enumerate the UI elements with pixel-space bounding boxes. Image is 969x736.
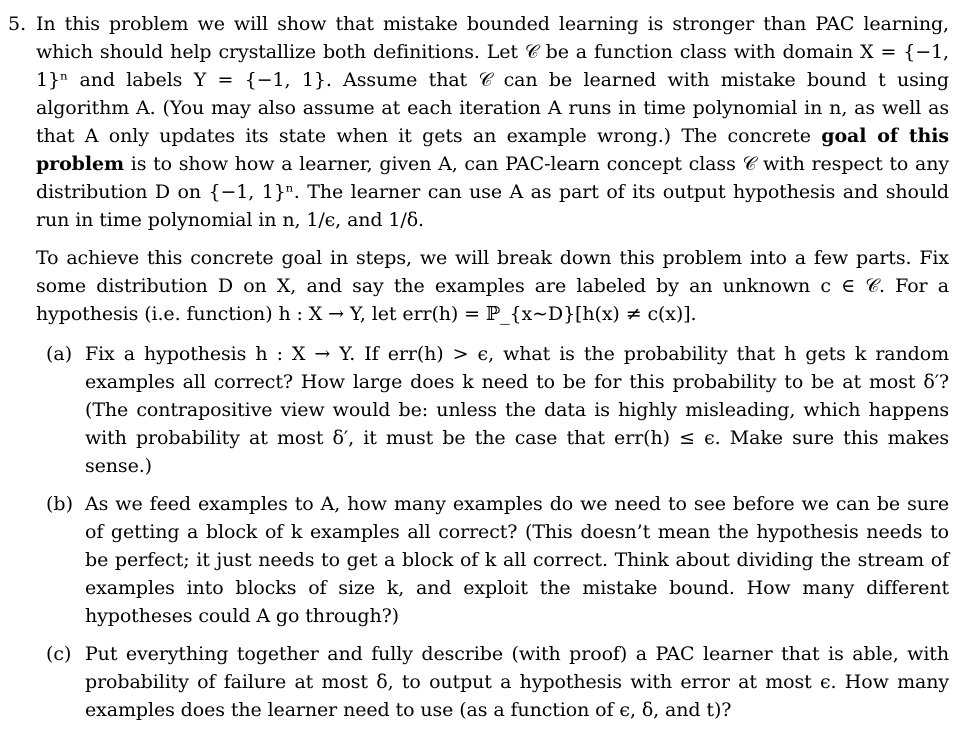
part-c: [36, 640, 949, 724]
problem-5: [0, 10, 949, 724]
part-a: [36, 340, 949, 480]
intro-text-b: is to show how a learner, given A, can PAC-learn concept class 𝒞 with respect to any distribution D on {−1, 1}ⁿ. The learner can use A as part of its output hypothesis and should run in time polynomial in n, 1/ϵ, and 1/δ.: [36, 153, 949, 231]
intro-text-a: In this problem we will show that mistake bounded learning is stronger than PAC learning, which should help crystallize both definitions. Let 𝒞 be a function class with domain X = {−1, 1}ⁿ and labels Y = {−1, 1}. Assume that 𝒞 can be learned with mistake bound t using algorithm A. (You may also assume at each iteration A runs in time polynomial in n, as well as that A only updates its state when it gets an example wrong.) The concrete: [36, 13, 949, 147]
part-a-label: (a): [46, 343, 73, 365]
part-b: [36, 490, 949, 630]
part-c-text: Put everything together and fully describe (with proof) a PAC learner that is able, with probability of failure at most δ, to output a hypothesis with error at most ϵ. How many examples does the learner need to use (as a function of ϵ, δ, and t)?: [85, 643, 949, 721]
part-b-label: (b): [46, 493, 73, 515]
problem-number: 5.: [8, 13, 27, 35]
part-a-text: Fix a hypothesis h : X → Y. If err(h) > ϵ, what is the probability that h gets k random examples all correct? How large does k need to be for this probability to be at most δ′? (The contrapositive view would be: unless the data is highly misleading, which happens with probability at most δ′, it must be the case that err(h) ≤ ϵ. Make sure this makes sense.): [85, 343, 949, 477]
problem-setup: To achieve this concrete goal in steps, we will break down this problem into a few parts. Fix some distribution D on X, and say the examples are labeled by an unknown c ∈ 𝒞. For a hypothesis (i.e. function) h : X → Y, let err(h) = ℙ_{x∼D}[h(x) ≠ c(x)].: [36, 247, 949, 325]
problem-intro: [36, 10, 949, 234]
problem-parts: [36, 340, 949, 724]
part-c-label: (c): [46, 643, 72, 665]
part-b-text: As we feed examples to A, how many examples do we need to see before we can be sure of getting a block of k examples all correct? (This doesn’t mean the hypothesis needs to be perfect; it just needs to get a block of k all correct. Think about dividing the stream of examples into blocks of size k, and exploit the mistake bound. How many different hypotheses could A go through?): [85, 493, 949, 627]
goal-emphasis: goal of this problem: [36, 125, 949, 175]
